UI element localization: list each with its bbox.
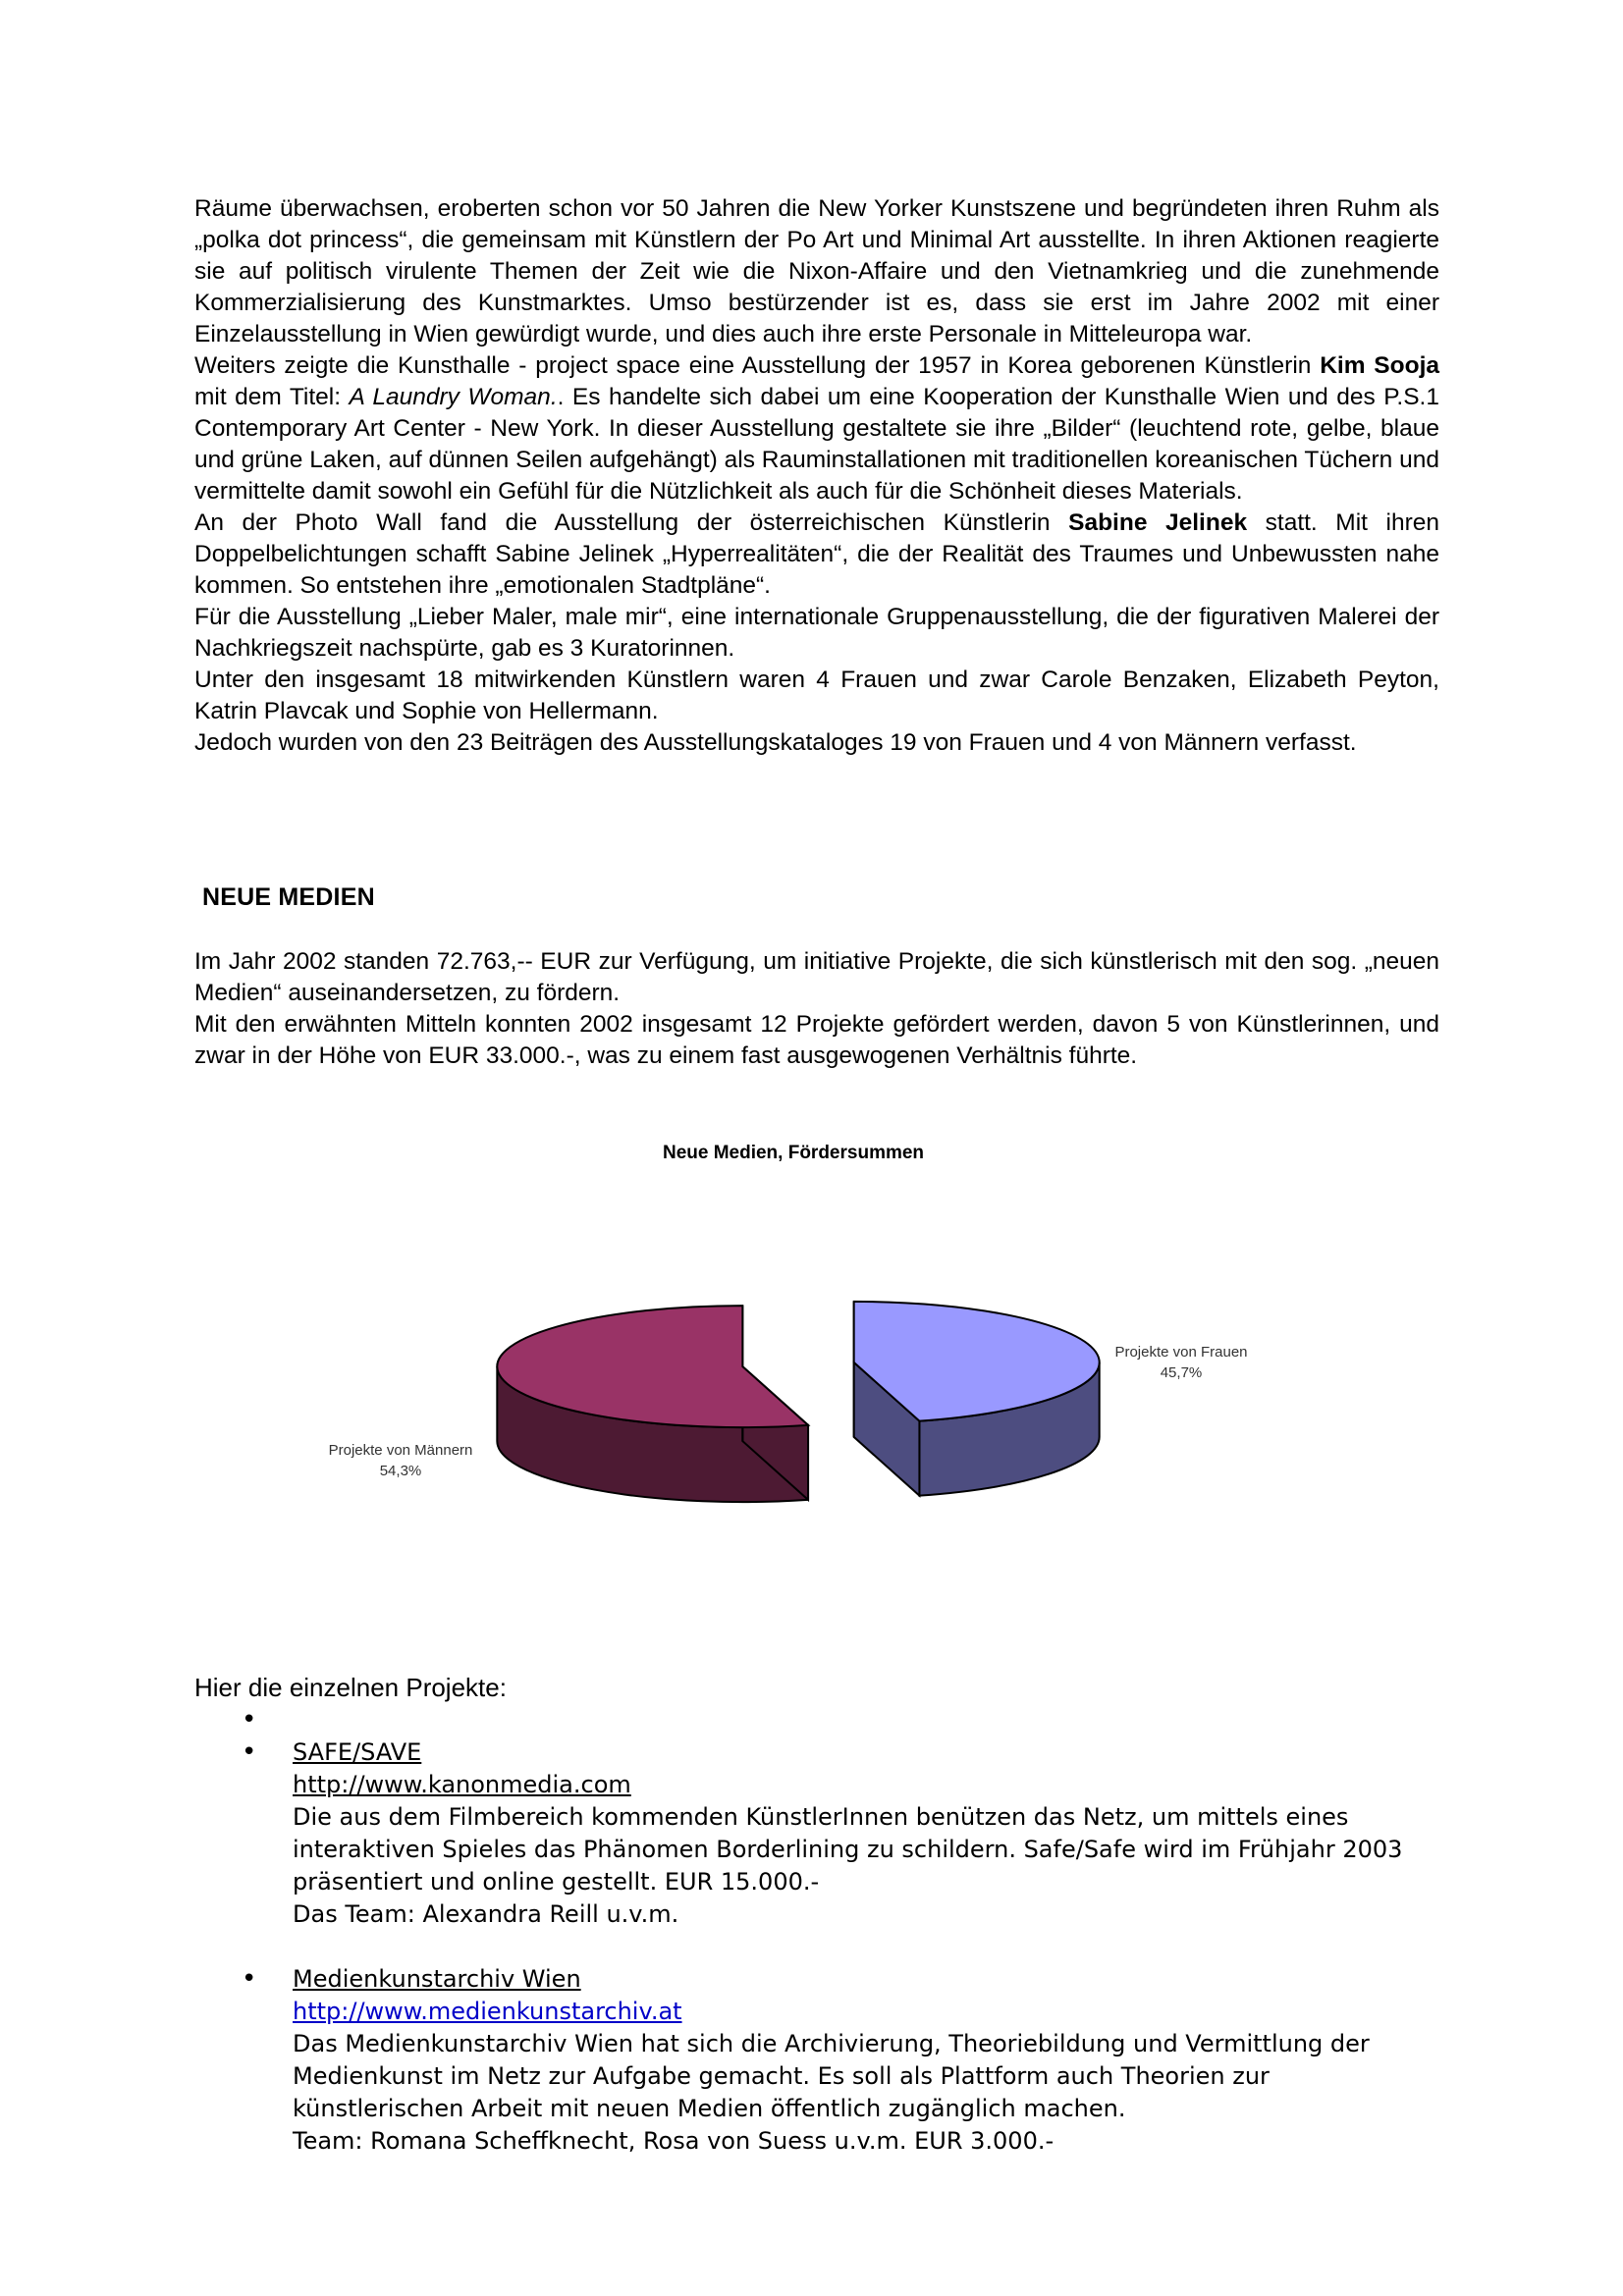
paragraph-jelinek	[194, 507, 1439, 602]
project-description-line: interaktiven Spieles das Phänomen Borderlining zu schildern. Safe/Safe wird im Frühjahr 2003	[293, 1836, 1403, 1863]
text-run: statt. Mit ihren Doppelbelichtungen schafft Sabine Jelinek „Hyperrealitäten“, die der Realität des Traumes und Unbewussten nahe kommen. So entstehen ihre „emotionalen Stadtpläne“.	[194, 509, 1439, 599]
text-run: . Es handelte sich dabei um eine Kooperation der Kunsthalle Wien und des P.S.1 Contemporary Art Center - New York. In dieser Ausstellung gestaltete sie ihre „Bilder“ (leuchtend rote, gelbe, blaue und grüne Laken, auf dünnen Seilen aufgehängt) als Rauminstallationen mit traditionellen koreanischen Tüchern und vermittelte damit sowohl ein Gefühl für die Nützlichkeit als auch für die Schönheit dieses Materials.	[194, 384, 1439, 505]
empty-list-item	[242, 1704, 1449, 1736]
paragraph-budget: Im Jahr 2002 standen 72.763,-- EUR zur Verfügung, um initiative Projekte, die sich künstlerisch mit den sog. „neuen Medien“ auseinandersetzen, zu fördern.	[194, 948, 1439, 1006]
chart-title: Neue Medien, Fördersummen	[662, 1143, 925, 1163]
bullet-icon: •	[242, 1737, 257, 1767]
body-text-block	[194, 193, 1439, 759]
paragraph-lieber-maler: Für die Ausstellung „Lieber Maler, male mir“, eine internationale Gruppenausstellung, die der figurativen Malerei der Nachkriegszeit nachspürte, gab es 3 Kuratorinnen.	[194, 604, 1439, 662]
project-description-line: Medienkunst im Netz zur Aufgabe gemacht. Es soll als Plattform auch Theorien zur	[293, 2062, 1270, 2090]
exhibition-title-italic: A Laundry Woman.	[349, 384, 558, 410]
project-link[interactable]: http://www.kanonmedia.com	[293, 1771, 631, 1798]
project-item	[242, 1963, 1449, 2158]
paragraph-kusama: Räume überwachsen, eroberten schon vor 50 Jahren die New Yorker Kunstszene und begründeten ihren Ruhm als „polka dot princess“, die gemeinsam mit Künstlern der Po Art und Minimal Art ausstellte. In ihren Aktionen reagierte sie auf politisch virulente Themen der Zeit wie die Nixon-Affaire und den Vietnamkrieg und die zunehmende Kommerzialisierung des Kunstmarktes. Umso bestürzender ist es, dass sie erst im Jahre 2002 mit einer Einzelausstellung in Wien gewürdigt wurde, und dies auch ihre erste Personale in Mitteleuropa war.	[194, 195, 1439, 347]
slice-label-maenner: Projekte von Männern	[328, 1442, 473, 1459]
project-title: Medienkunstarchiv Wien	[293, 1965, 581, 1993]
pie-slice-maenner	[497, 1306, 808, 1502]
pie-slice-frauen	[854, 1302, 1100, 1496]
media-text-block	[194, 946, 1439, 1072]
paragraph-kim-sooja	[194, 350, 1439, 507]
paragraph-funded-projects: Mit den erwähnten Mitteln konnten 2002 insgesamt 12 Projekte gefördert werden, davon 5 von Künstlerinnen, und zwar in der Höhe von EUR 33.000.-, was zu einem fast ausgewogenen Verhältnis führte.	[194, 1011, 1439, 1069]
text-run: An der Photo Wall fand die Ausstellung der österreichischen Künstlerin	[194, 509, 1069, 536]
paragraph-katalog: Jedoch wurden von den 23 Beiträgen des Ausstellungskataloges 19 von Frauen und 4 von Männern verfasst.	[194, 729, 1357, 756]
project-title: SAFE/SAVE	[293, 1738, 422, 1766]
section-heading: NEUE MEDIEN	[202, 883, 375, 911]
project-description-line: Das Medienkunstarchiv Wien hat sich die Archivierung, Theoriebildung und Vermittlung der	[293, 2030, 1370, 2057]
project-description-line: präsentiert und online gestellt. EUR 15.000.-	[293, 1868, 820, 1896]
bullet-icon: •	[242, 1964, 257, 1994]
bullet-icon: •	[242, 1705, 257, 1735]
artist-name-bold: Kim Sooja	[1320, 352, 1440, 379]
project-team-line: Team: Romana Scheffknecht, Rosa von Suess u.v.m. EUR 3.000.-	[293, 2127, 1055, 2155]
slice-value-frauen: 45,7%	[1160, 1364, 1203, 1381]
pie-chart	[194, 1129, 1439, 1580]
project-link[interactable]: http://www.medienkunstarchiv.at	[293, 1998, 682, 2025]
project-list	[242, 1704, 1449, 2158]
artist-name-bold: Sabine Jelinek	[1068, 509, 1248, 536]
pie-layer	[497, 1302, 1099, 1502]
project-team-line: Das Team: Alexandra Reill u.v.m.	[293, 1900, 679, 1928]
project-description-line: Die aus dem Filmbereich kommenden KünstlerInnen benützen das Netz, um mittels eines	[293, 1803, 1349, 1831]
projects-intro: Hier die einzelnen Projekte:	[194, 1673, 507, 1702]
project-description-line: künstlerischen Arbeit mit neuen Medien öffentlich zugänglich machen.	[293, 2095, 1126, 2122]
text-run: mit dem Titel:	[194, 384, 350, 410]
slice-value-maenner: 54,3%	[379, 1463, 422, 1479]
text-run: Weiters zeigte die Kunsthalle - project space eine Ausstellung der 1957 in Korea geborenen Künstlerin	[194, 352, 1321, 379]
slice-label-frauen: Projekte von Frauen	[1114, 1344, 1248, 1361]
project-item	[242, 1736, 1449, 1963]
paragraph-kuenstler: Unter den insgesamt 18 mitwirkenden Künstlern waren 4 Frauen und zwar Carole Benzaken, Elizabeth Peyton, Katrin Plavcak und Sophie von Hellermann.	[194, 667, 1439, 724]
